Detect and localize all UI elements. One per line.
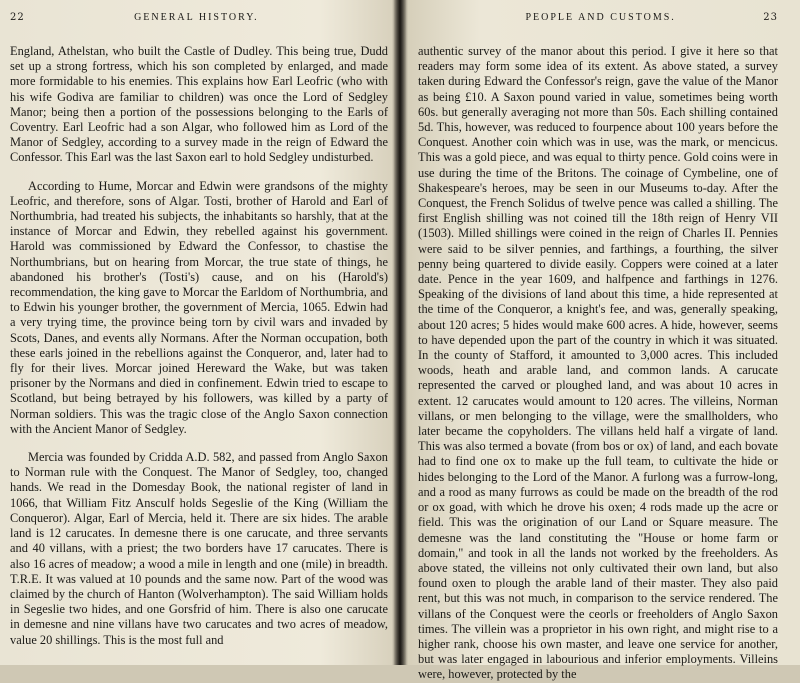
right-page [404,0,800,682]
left-page-number: 22 [10,12,25,23]
left-page-header [10,12,388,30]
right-running-head: PEOPLE AND CUSTOMS. [525,12,676,23]
right-page-number: 23 [763,12,778,23]
right-page-body [418,44,778,683]
paragraph: Mercia was founded by Cridda A.D. 582, and passed from Anglo Saxon to Norman rule with the Conquest. The Manor of Sedgley, too, changed hands. We read in the Domesday Book, the national register of land in 1066, that William Fitz Ansculf holds Segeslie of the King (William the Conqueror). Algar, Earl of Mercia, held it. There are six hides. The arable land is 12 carucates. In demesne there is one carucate, and three servants and 40 villans, with a priest; the two borders have 17 carucates. There is also 16 acres of meadow; a wood a mile in length and one (mile) in breadth. T.R.E. It was valued at 10 pounds and the same now. Part of the wood was claimed by the church of Hanton (Wolverhampton). The said William holds in Segeslie two hides, and one Gorsfrid of him. There is also one carucate in demesne and nine villans have two carucates and two acres of meadow, value 20 shillings. This is the most full and [10,450,388,647]
paragraph: England, Athelstan, who built the Castle of Dudley. This being true, Dudd set up a strong fortress, which his son completed by enlarged, and made more formidable to his enemies. This explains how Earl Leofric (who with his wife Godiva are familiar to children) was once the Lord of Sedgley Manor; being then a portion of the possessions belonging to the Earls of Coventry. Earl Leofric had a son Algar, who followed him as Lord of the Manor of Sedgley, according to a survey made in the reign of Edward the Confessor. This Earl was the last Saxon earl to hold Sedgley undisturbed. [10,44,388,165]
left-page-body [10,44,388,648]
paragraph: According to Hume, Morcar and Edwin were grandsons of the mighty Leofric, and therefore, sons of Algar. Tosti, brother of Harold and Earl of Northumbria, had treated his subjects, the inhabitants so harshly, that at the instance of Morcar and Edwin, they rebelled against his government. Harold was commissioned by Edward the Confessor, to chastise the Northumbrians, but on hearing from Morcar, the true state of things, he abandoned his brother's (Tosti's) cause, and on his (Harold's) recommendation, the king gave to Morcar the Earldom of Northumbria, and to Edwin his younger brother, the government of Mercia, 1065. Edwin had a very trying time, the province being torn by civil wars and invaded by Scots, Danes, and events ally Normans. After the Norman occupation, both these earls joined in the rebellions against the Conqueror, and, later had to fly for their lives. Morcar joined Hereward the Wake, but was taken prisoner by the Normans and died in confinement. Edwin tried to escape to Scotland, but being betrayed by his followers, was killed by a party of Norman soldiers. This was the tragic close of the Anglo Saxon connection with the Ancient Manor of Sedgley. [10,178,388,436]
right-page-header [418,12,778,30]
paragraph: authentic survey of the manor about this period. I give it here so that readers may form some idea of its extent. As above stated, a survey taken during Edward the Confessor's reign, gave the value of the Manor as being £10. A Saxon pound varied in value, sometimes being worth 60s. but generally averaging not more than 50s. Each shilling contained 5d. This, however, was reduced to fourpence about 100 years before the Conquest. Another coin which was in use, was the mark, or mencicus. This was a gold piece, and was equal to thirty pence. Gold coins were in use during the time of the Britons. The coinage of Cymbeline, one of Shakespeare's heroes, may be seen in our Museums to-day. After the Conquest, the French Solidus of twelve pence was called a shilling. The first English shilling was not coined till the 18th reign of Henry VII (1503). Milled shillings were coined in the reign of Charles II. Pennies were said to be silver pennies, and farthings, a fourthing, the silver penny being quartered to divide easily. Coppers were coined at a later date. Pence in the year 1609, and halfpence and farthings in 1276. Speaking of the divisions of land about this time, a hide represented at the time of the Conqueror, a knight's fee, and was, generally speaking, about 120 acres; 5 hides would make 600 acres. A hide, however, seems to have depended upon the part of the country in which it was situated. In the county of Stafford, it amounted to 3,000 acres. This included woods, heath and arable land, and common lands. A carucate represented the carved or ploughed land, and was about 10 acres in extent. 12 carucates would amount to 120 acres. The villeins, Norman villans, or men belonging to the village, were the smallholders, who later became the copyholders. The villans held half a virgate of land. This was also termed a bovate (from bos or ox) of land, and each bovate had to find one ox to make up the full team, to cultivate the hide or hides belonging to the Lord of the Manor. A furlong was a furrow-long, and a rood as many furrows as could be made on the breadth of the rod or ox goad, with which he drove his oxen; 4 rods made up the acre or field. This was the origination of our Land or Square measure. The demesne was the land constituting the "House or home farm or domain," and took in all the lands not worked by the freeholders. As above stated, the villeins not only cultivated their own land, but also found oxen to plough the arable land of their master. They also paid rent, but this was not much, in comparison to the service rendered. The villans of the Conquest were the ceorls or freeholders of Anglo Saxon times. The villein was a proprietor in his own right, and might rise to a higher rank, choose his own master, and leave one service for another, but was later engaged in labourious and inferior employments. Villeins were, however, protected by the [418,44,778,682]
left-page [0,0,396,665]
left-running-head: GENERAL HISTORY. [134,12,259,23]
